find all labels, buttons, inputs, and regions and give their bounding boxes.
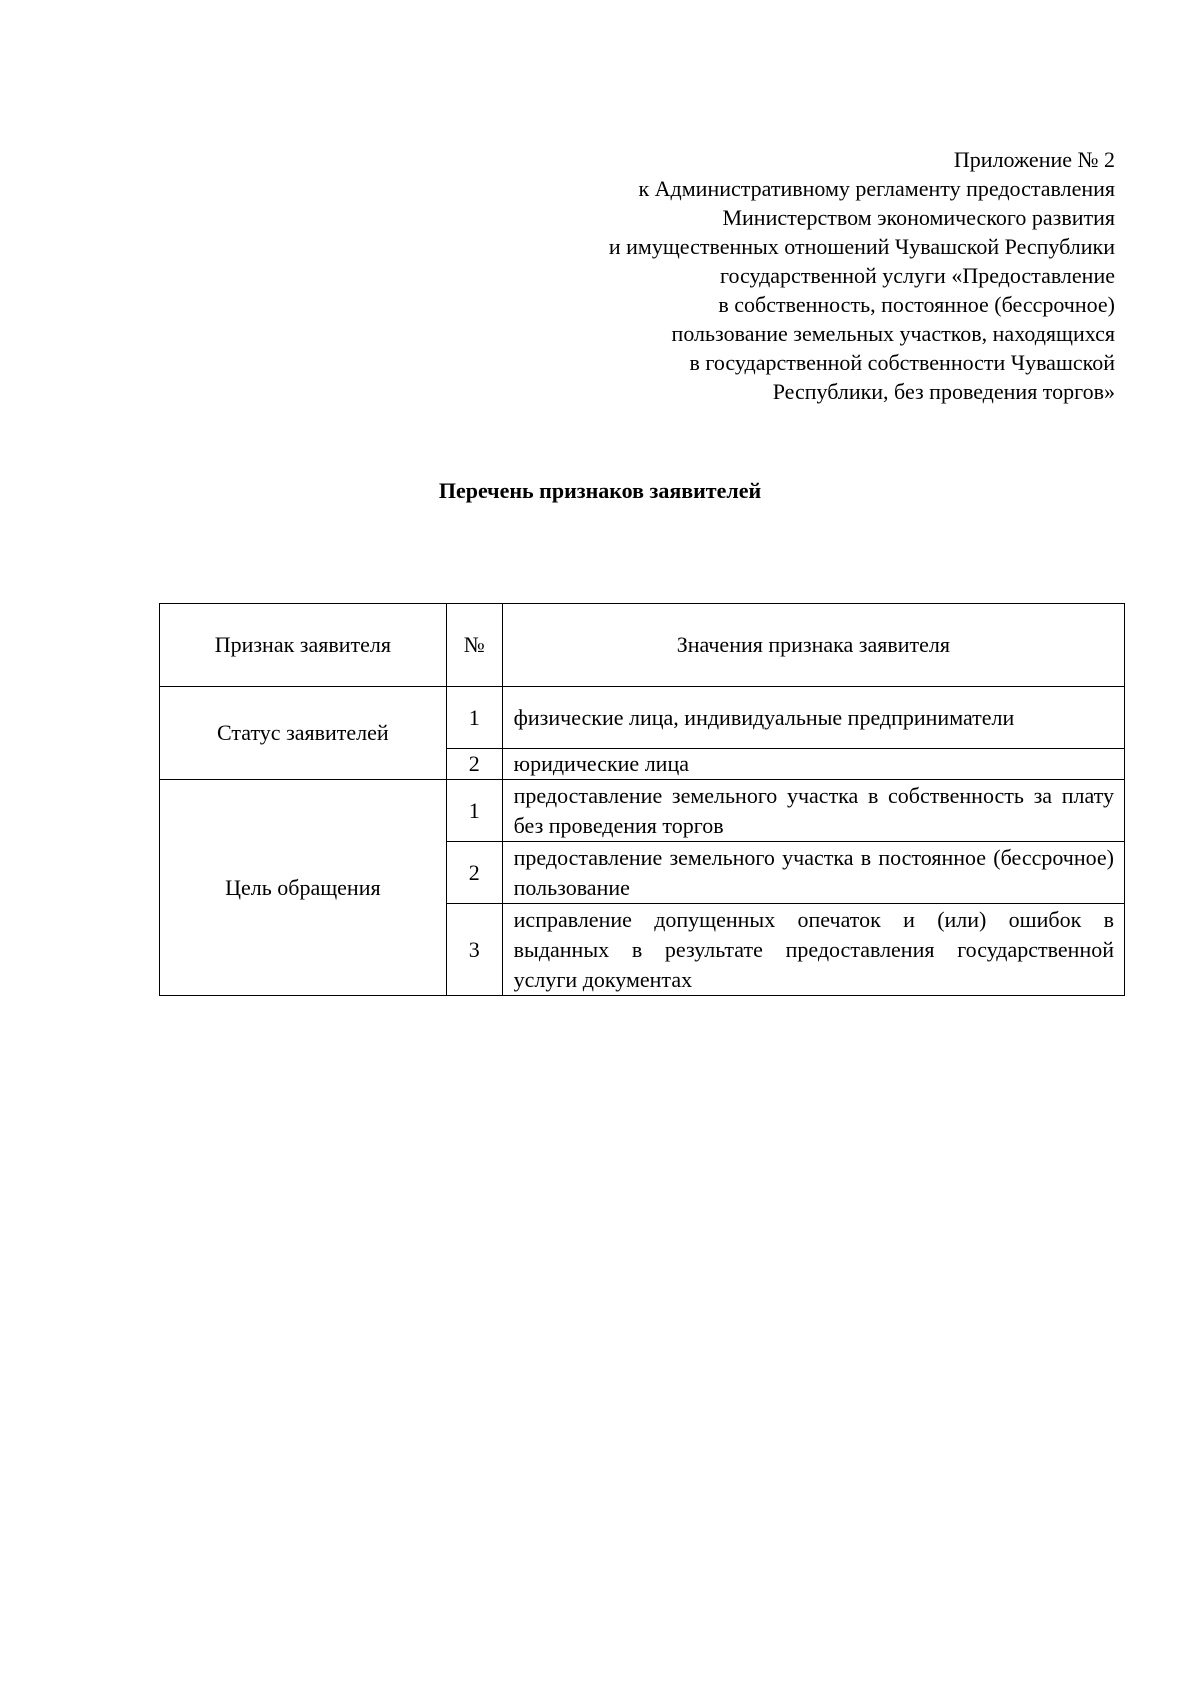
column-header-value: Значения признака заявителя — [502, 604, 1124, 687]
header-line: в государственной собственности Чувашской — [689, 350, 1115, 375]
value-cell: предоставление земельного участка в собственность за плату без проведения торгов — [502, 780, 1124, 842]
table-header-row — [160, 604, 1125, 687]
value-cell: предоставление земельного участка в постоянное (бессрочное) пользование — [502, 842, 1124, 904]
number-cell: 1 — [446, 687, 502, 749]
appendix-header — [415, 145, 1115, 406]
value-cell: исправление допущенных опечаток и (или) ошибок в выданных в результате предоставления государственной услуги документах — [502, 904, 1124, 996]
document-title: Перечень признаков заявителей — [438, 478, 762, 503]
header-line: Приложение № 2 — [953, 147, 1115, 172]
value-cell: физические лица, индивидуальные предприниматели — [502, 687, 1124, 749]
column-header-number: № — [446, 604, 502, 687]
applicant-features-table — [159, 603, 1125, 996]
column-header-feature: Признак заявителя — [160, 604, 447, 687]
feature-cell: Цель обращения — [160, 780, 447, 996]
number-cell: 2 — [446, 842, 502, 904]
feature-cell: Статус заявителей — [160, 687, 447, 780]
value-cell: юридические лица — [502, 749, 1124, 780]
header-line: Республики, без проведения торгов» — [772, 379, 1115, 404]
header-line: и имущественных отношений Чувашской Республики — [608, 234, 1115, 259]
table-row — [160, 780, 1125, 842]
number-cell: 3 — [446, 904, 502, 996]
table-row — [160, 687, 1125, 749]
number-cell: 2 — [446, 749, 502, 780]
number-cell: 1 — [446, 780, 502, 842]
header-line: Министерством экономического развития — [722, 205, 1115, 230]
header-line: в собственность, постоянное (бессрочное) — [718, 292, 1115, 317]
header-line: государственной услуги «Предоставление — [719, 263, 1115, 288]
header-line: к Административному регламенту предоставления — [638, 176, 1115, 201]
header-line: пользование земельных участков, находящихся — [671, 321, 1115, 346]
